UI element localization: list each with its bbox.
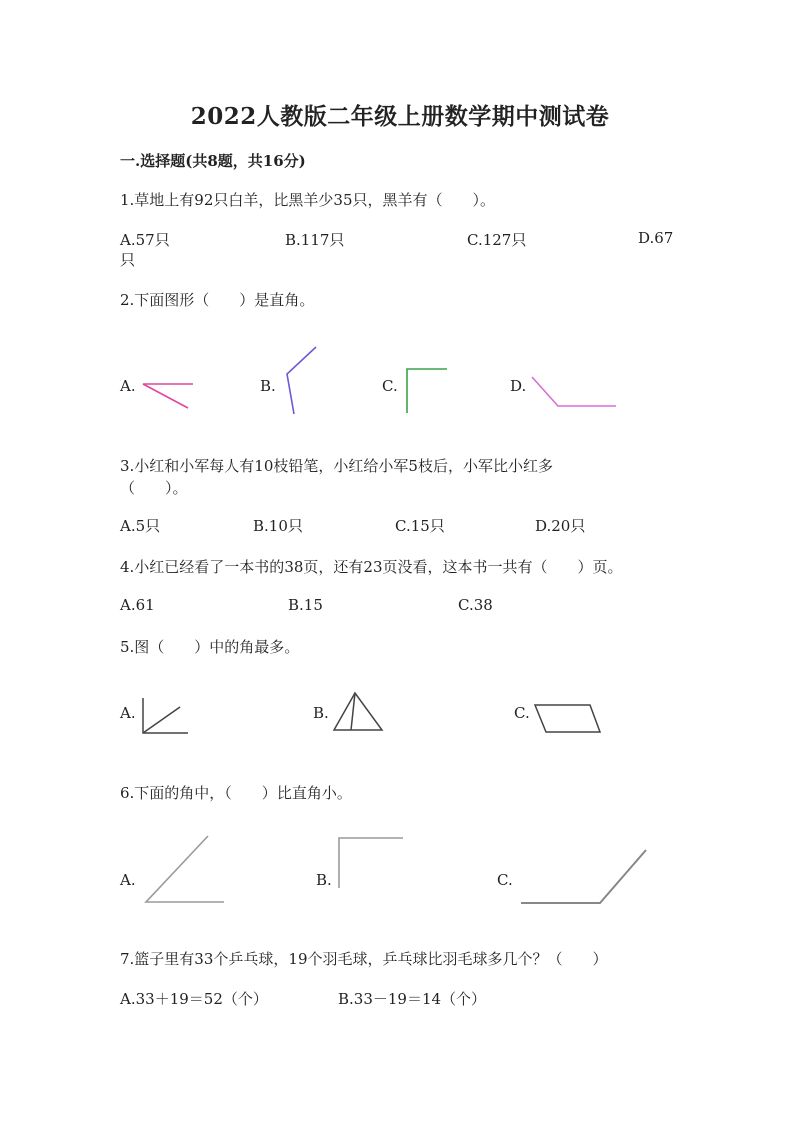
question-2-option-b[interactable]: B. [260,377,276,395]
green-angle-lines [407,369,447,413]
question-4-option-c[interactable]: C.38 [458,596,493,614]
question-3-stem-line2: （ ）。 [120,479,188,497]
parallelogram-figure [532,700,604,738]
blue-angle-figure [282,344,322,419]
question-4-stem: 4.小红已经看了一本书的38页，还有23页没看，这本书一共有（ ）页。 [120,558,623,576]
question-2-option-c[interactable]: C. [382,377,398,395]
question-3-option-d[interactable]: D.20只 [535,517,586,535]
question-7-option-b[interactable]: B.33－19＝14（个） [338,990,487,1008]
right-angle-figure [335,834,407,890]
question-6-option-a[interactable]: A. [120,871,136,889]
obtuse-angle-figure [518,846,650,908]
question-3-stem: 3.小红和小军每人有10枝铅笔，小红给小军5枝后，小军比小红多 [120,457,553,475]
right-angle-lines [339,838,403,888]
question-1-stem: 1.草地上有92只白羊，比黑羊少35只，黑羊有（ ）。 [120,191,495,209]
question-6-option-c[interactable]: C. [497,871,513,889]
pink-angle-figure [140,372,200,417]
two-angles-figure [140,695,192,737]
question-3-option-b[interactable]: B.10只 [253,517,303,535]
question-5-option-b[interactable]: B. [313,704,329,722]
question-5-option-c[interactable]: C. [514,704,530,722]
question-1-option-c[interactable]: C.127只 [467,231,527,249]
question-5-option-a[interactable]: A. [120,704,136,722]
acute-angle-lines [146,836,224,902]
question-5-stem: 5.图（ ）中的角最多。 [120,638,300,656]
question-3-option-a[interactable]: A.5只 [120,517,161,535]
question-6-option-b[interactable]: B. [316,871,332,889]
section-heading: 一.选择题(共8题，共16分) [120,152,306,170]
obtuse-angle-lines [521,850,646,903]
violet-angle-figure [528,374,618,414]
parallelogram-outline [535,705,600,732]
two-angles-diagonal [143,707,180,733]
question-1-option-a[interactable]: A.57只 [120,231,170,249]
question-4-option-b[interactable]: B.15 [288,596,323,614]
violet-angle-lines [532,377,616,406]
question-2-stem: 2.下面图形（ ）是直角。 [120,291,315,309]
question-2-option-d[interactable]: D. [510,377,527,395]
acute-angle-figure [140,833,226,905]
question-6-stem: 6.下面的角中，（ ）比直角小。 [120,784,352,802]
triangle-outline [334,693,382,730]
question-2-option-a[interactable]: A. [120,377,136,395]
question-3-option-c[interactable]: C.15只 [395,517,445,535]
blue-angle-lines [287,347,316,414]
question-1-option-d[interactable]: D.67 [638,229,674,247]
pink-angle-lines [143,384,193,408]
question-7-option-a[interactable]: A.33＋19＝52（个） [120,990,268,1008]
question-7-stem: 7.篮子里有33个乒乓球，19个羽毛球，乒乓球比羽毛球多几个？（ ） [120,950,608,968]
question-4-option-a[interactable]: A.61 [120,596,155,614]
triangle-figure [330,690,385,735]
page-title: 2022人教版二年级上册数学期中测试卷 [190,103,610,130]
question-1-option-d-wrap: 只 [120,251,136,269]
question-1-option-b[interactable]: B.117只 [285,231,345,249]
green-right-angle-figure [402,366,452,416]
